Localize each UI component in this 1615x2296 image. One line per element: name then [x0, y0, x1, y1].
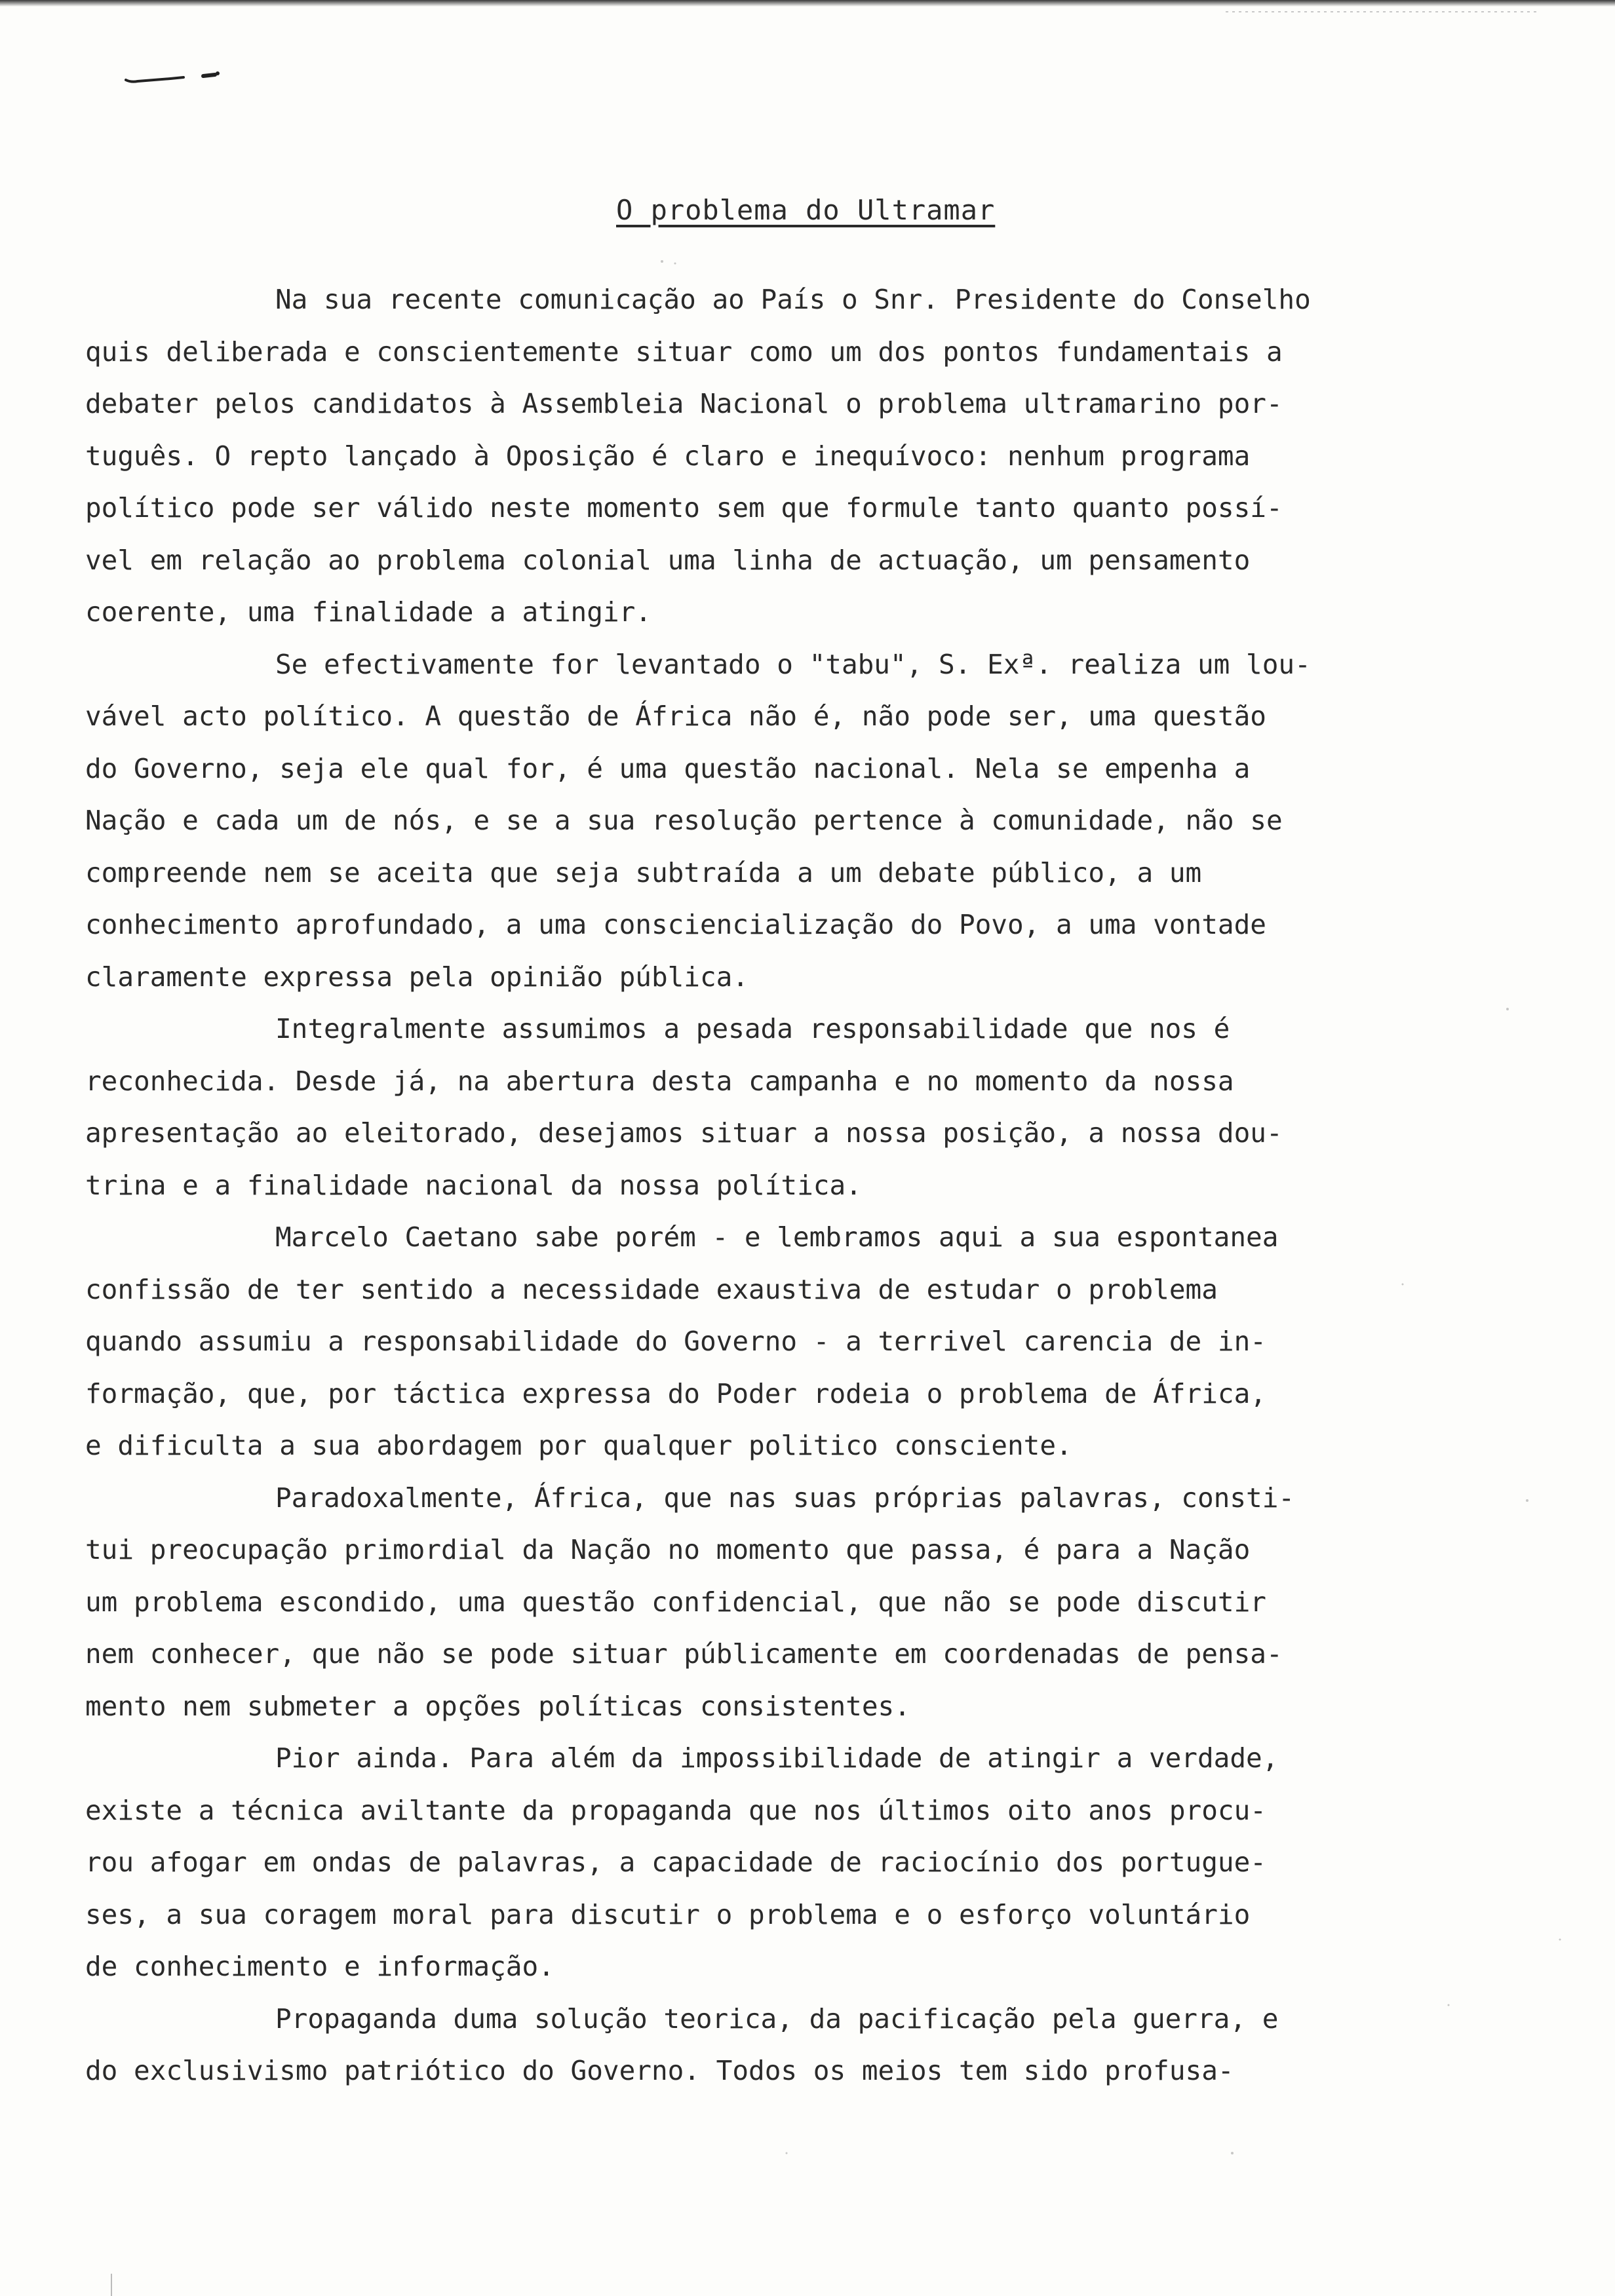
- text-line: um problema escondido, uma questão confidencial, que não se pode discutir: [85, 1586, 1266, 1618]
- text-line: confissão de ter sentido a necessidade exaustiva de estudar o problema: [85, 1273, 1218, 1305]
- text-line: vável acto político. A questão de África não é, não pode ser, uma questão: [85, 700, 1266, 732]
- text-line: claramente expressa pela opinião pública.: [85, 961, 749, 993]
- text-line: Paradoxalmente, África, que nas suas próprias palavras, consti-: [275, 1482, 1295, 1514]
- document-body: [85, 274, 1514, 2097]
- text-line: coerente, uma finalidade a atingir.: [85, 596, 652, 628]
- text-line: existe a técnica aviltante da propaganda que nos últimos oito anos procu-: [85, 1794, 1266, 1826]
- text-line: Se efectivamente for levantado o "tabu", S. Exª. realiza um lou-: [275, 648, 1311, 680]
- text-line: reconhecida. Desde já, na abertura desta campanha e no momento da nossa: [85, 1065, 1234, 1097]
- text-line: rou afogar em ondas de palavras, a capacidade de raciocínio dos portugue-: [85, 1846, 1266, 1878]
- handwritten-margin-mark: [125, 68, 223, 88]
- text-line: Propaganda duma solução teorica, da pacificação pela guerra, e: [275, 2002, 1279, 2035]
- text-line: do exclusivismo patriótico do Governo. Todos os meios tem sido profusa-: [85, 2055, 1234, 2086]
- text-line: trina e a finalidade nacional da nossa política.: [85, 1169, 862, 1201]
- text-line: compreende nem se aceita que seja subtraída a um debate público, a um: [85, 856, 1202, 889]
- text-line: tuguês. O repto lançado à Oposição é claro e inequívoco: nenhum programa: [85, 440, 1251, 472]
- text-line: quis deliberada e conscientemente situar como um dos pontos fundamentais a: [85, 335, 1283, 368]
- text-line: ses, a sua coragem moral para discutir o problema e o esforço voluntário: [85, 1898, 1251, 1930]
- text-line: mento nem submeter a opções políticas consistentes.: [85, 1690, 910, 1722]
- scan-top-edge: [0, 0, 1615, 7]
- text-line: tui preocupação primordial da Nação no momento que passa, é para a Nação: [85, 1534, 1251, 1565]
- text-line: Nação e cada um de nós, e se a sua resolução pertence à comunidade, não se: [85, 805, 1283, 836]
- document-title: O problema do Ultramar: [616, 194, 996, 226]
- text-line: e dificulta a sua abordagem por qualquer politico consciente.: [85, 1430, 1072, 1461]
- text-line: Integralmente assumimos a pesada responsabilidade que nos é: [275, 1013, 1230, 1044]
- text-line: político pode ser válido neste momento sem que formule tanto quanto possí-: [85, 492, 1283, 524]
- text-line: vel em relação ao problema colonial uma linha de actuação, um pensamento: [85, 544, 1251, 576]
- text-line: formação, que, por táctica expressa do Poder rodeia o problema de África,: [85, 1377, 1266, 1409]
- text-line: do Governo, seja ele qual for, é uma questão nacional. Nela se empenha a: [85, 752, 1251, 784]
- text-line: nem conhecer, que não se pode situar públicamente em coordenadas de pensa-: [85, 1638, 1283, 1670]
- text-line: quando assumiu a responsabilidade do Governo - a terrivel carencia de in-: [85, 1326, 1266, 1357]
- text-line: apresentação ao eleitorado, desejamos situar a nossa posição, a nossa dou-: [85, 1117, 1283, 1149]
- text-line: debater pelos candidatos à Assembleia Nacional o problema ultramarino por-: [85, 388, 1283, 419]
- text-line: conhecimento aprofundado, a uma consciencialização do Povo, a uma vontade: [85, 909, 1266, 940]
- text-line: Pior ainda. Para além da impossibilidade de atingir a verdade,: [275, 1742, 1279, 1774]
- text-line: de conhecimento e informação.: [85, 1951, 555, 1982]
- text-line: Na sua recente comunicação ao País o Snr. Presidente do Conselho: [275, 284, 1311, 315]
- text-line: Marcelo Caetano sabe porém - e lembramos aqui a sua espontanea: [275, 1221, 1279, 1253]
